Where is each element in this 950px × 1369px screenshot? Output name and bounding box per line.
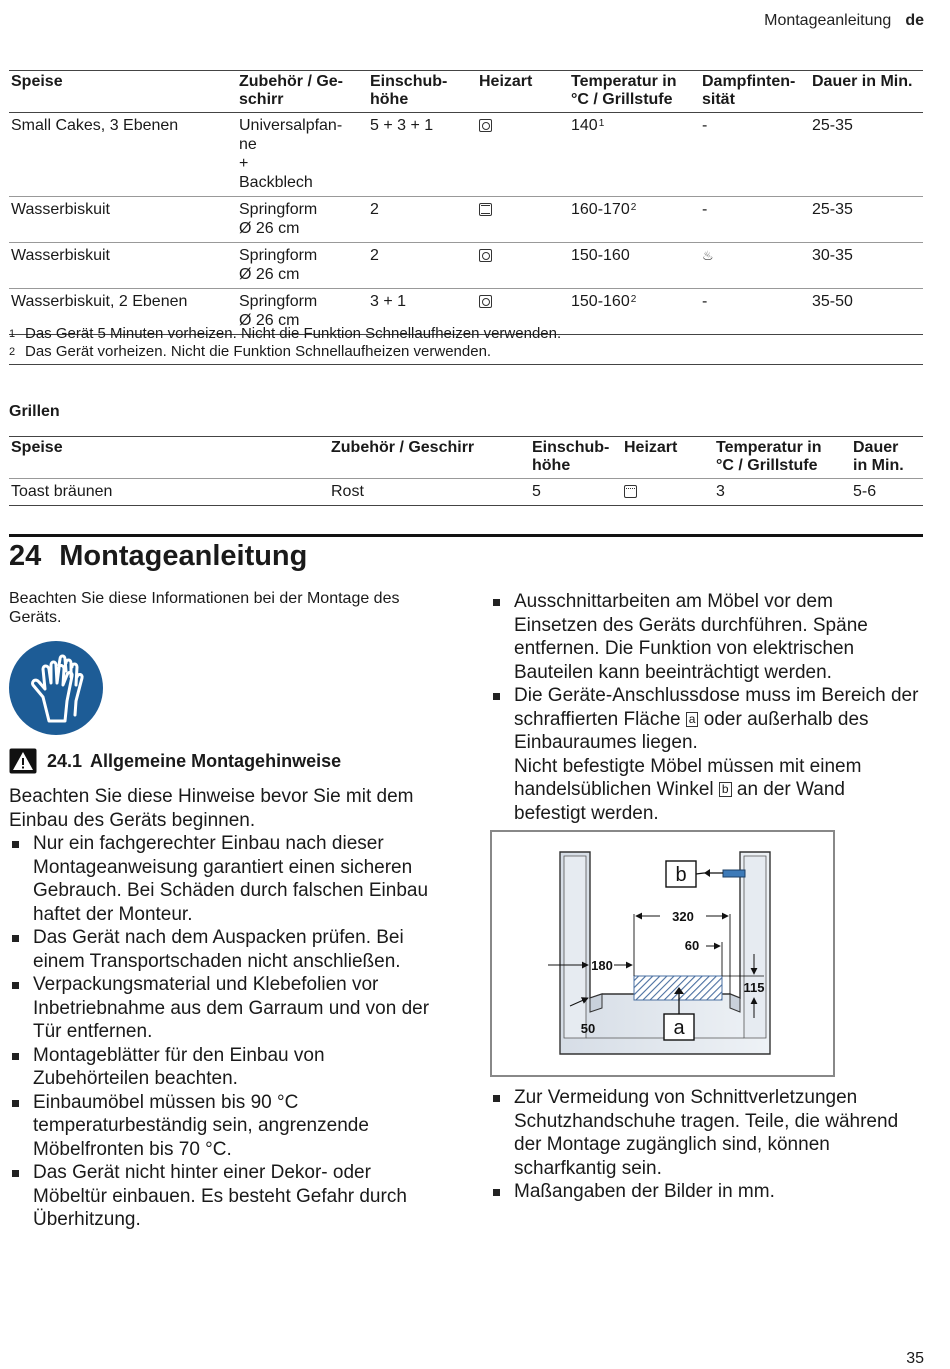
- section-heading: [9, 748, 341, 774]
- duration-cell: 25-35: [812, 117, 853, 134]
- heat-type-cell: [477, 113, 569, 197]
- duration-cell: 30-35: [812, 247, 853, 264]
- dish-cell: Wasserbiskuit: [11, 201, 110, 218]
- column-header: Speise: [11, 439, 63, 456]
- column-header: Heizart: [624, 439, 678, 456]
- level-cell: 2: [370, 247, 379, 264]
- left-bullet-list: [9, 832, 444, 1232]
- duration-cell: 25-35: [812, 201, 853, 218]
- section-lead: Beachten Sie diese Hinweise bevor Sie mit dem Einbau des Geräts beginnen.: [9, 786, 414, 831]
- column-header: Temperatur in °C / Grillstufe: [571, 73, 677, 108]
- table-header-row: [9, 71, 923, 113]
- accessory-cell: Universalpfan- ne + Backblech: [239, 117, 343, 191]
- list-item: Nur ein fachgerechter Einbau nach dieser Montageanweisung garantiert einen sicheren Gebrauch. Bei Schäden durch falschen Einbau haftet der Monteur.: [9, 832, 444, 926]
- table-row: [9, 243, 923, 289]
- dish-cell: Small Cakes, 3 Ebenen: [11, 117, 179, 134]
- column-header: Dauer in Min.: [853, 439, 904, 474]
- chapter-divider: [9, 534, 923, 537]
- list-item: Ausschnittarbeiten am Möbel vor dem Einsetzen des Geräts durchführen. Späne entfernen. Die Funktion von elektrischen Bauteilen kann beeinträchtigt werden.: [490, 590, 920, 684]
- dim-180: 180: [591, 958, 613, 973]
- list-item: Das Gerät nicht hinter einer Dekor- oder Möbeltür einbauen. Es besteht Gefahr durch Überhitzung.: [9, 1161, 444, 1232]
- accessory-cell: Rost: [331, 483, 364, 500]
- dish-cell: Wasserbiskuit: [11, 247, 110, 264]
- level-cell: 3 + 1: [370, 293, 407, 310]
- duration-cell: 5-6: [853, 483, 877, 500]
- temperature-cell: 150-160: [571, 247, 630, 264]
- fan-heat-icon: [479, 295, 492, 308]
- dim-115: 115: [743, 980, 765, 995]
- warning-icon: [9, 748, 37, 774]
- column-header: Dampfinten- sität: [702, 73, 796, 108]
- table-row: [9, 479, 923, 506]
- column-header: Heizart: [479, 73, 533, 90]
- list-item: Zur Vermeidung von Schnittverletzungen Schutzhandschuhe tragen. Teile, die während der Montage zugänglich sind, können scharfkantig sein.: [490, 1086, 920, 1180]
- grill-icon: [624, 485, 637, 498]
- safety-gloves-icon: [9, 641, 103, 735]
- column-header: Zubehör / Geschirr: [331, 439, 475, 456]
- label-a: a: [673, 1017, 685, 1039]
- column-header: Temperatur in °C / Grillstufe: [716, 439, 822, 474]
- level-cell: 5 + 3 + 1: [370, 117, 434, 134]
- column-header: Einschub- höhe: [370, 73, 448, 108]
- marker-a: a: [686, 712, 699, 727]
- dim-320: 320: [672, 909, 694, 924]
- list-item: Einbaumöbel müssen bis 90 °C temperaturbeständig sein, angrenzende Möbelfronten bis 70 °C.: [9, 1091, 444, 1162]
- heat-type-cell: [622, 479, 714, 506]
- dim-60: 60: [684, 938, 700, 953]
- heat-type-cell: [477, 197, 569, 243]
- chapter-intro: Beachten Sie diese Informationen bei der Montage des Geräts.: [9, 590, 400, 626]
- right-bullet-list-bottom: [490, 1086, 920, 1204]
- list-item: Maßangaben der Bilder in mm.: [490, 1180, 920, 1204]
- marker-b: b: [719, 782, 732, 797]
- level-cell: 2: [370, 201, 379, 218]
- accessory-cell: Springform Ø 26 cm: [239, 247, 318, 283]
- chapter-title: Montageanleitung: [59, 540, 308, 572]
- steam-cell: -: [702, 201, 708, 218]
- running-header: [764, 12, 924, 30]
- installation-diagram: [490, 830, 835, 1077]
- page-number: 35: [906, 1350, 924, 1367]
- column-header: Dauer in Min.: [812, 73, 913, 90]
- grill-table: [9, 436, 923, 506]
- accessory-cell: Springform Ø 26 cm: [239, 201, 318, 237]
- footnote: 1 Das Gerät 5 Minuten vorheizen. Nicht die Funktion Schnellaufheizen verwenden.: [9, 325, 562, 342]
- dish-cell: Wasserbiskuit, 2 Ebenen: [11, 293, 188, 310]
- right-bullet-list-top: [490, 590, 920, 825]
- column-header: Einschub- höhe: [532, 439, 610, 474]
- fan-heat-icon: [479, 119, 492, 132]
- level-cell: 5: [532, 483, 541, 500]
- temperature-cell: $160-170^2$: [571, 201, 637, 218]
- list-item: Montageblätter für den Einbau von Zubehörteilen beachten.: [9, 1044, 444, 1091]
- footnote: 2 Das Gerät vorheizen. Nicht die Funktion Schnellaufheizen verwenden.: [9, 343, 492, 360]
- dim-50: 50: [580, 1021, 596, 1036]
- table-row: [9, 113, 923, 197]
- steam-cell: [700, 243, 810, 289]
- steam-cell: -: [702, 117, 708, 134]
- temperature-cell: 3: [716, 483, 725, 500]
- accessory-cell: Springform Ø 26 cm: [239, 293, 318, 329]
- label-b: b: [675, 864, 687, 886]
- fan-heat-icon: [479, 249, 492, 262]
- baking-table: [9, 70, 923, 335]
- list-item: Das Gerät nach dem Auspacken prüfen. Bei einem Transportschaden nicht anschließen.: [9, 926, 444, 973]
- grill-section-title: Grillen: [9, 403, 60, 420]
- section-number: 24.1: [47, 750, 83, 771]
- list-item: Die Geräte-Anschlussdose muss im Bereich der schraffierten Fläche a oder außerhalb des Einbauraumes liegen. Nicht befestigte Möbel müssen mit einem handelsüblichen Winkel b an der Wand befestigt werden.: [490, 684, 920, 825]
- header-lang: de: [905, 12, 924, 29]
- dish-cell: Toast bräunen: [11, 483, 113, 500]
- table-footnotes: [9, 325, 923, 365]
- steam-low-icon: ♨: [702, 248, 714, 263]
- column-header: Zubehör / Ge- schirr: [239, 73, 343, 108]
- table-row: [9, 197, 923, 243]
- chapter-heading: [9, 540, 307, 573]
- duration-cell: 35-50: [812, 293, 853, 310]
- chapter-number: 24: [9, 540, 42, 572]
- list-item: Verpackungsmaterial und Klebefolien vor Inbetriebnahme aus dem Garraum und von der Tür entfernen.: [9, 973, 444, 1044]
- temperature-cell: $140^1$: [571, 117, 605, 134]
- cabinet-dimension-drawing: [492, 832, 833, 1075]
- section-title: Allgemeine Montagehinweise: [90, 750, 342, 771]
- steam-cell: -: [702, 293, 708, 310]
- column-header: Speise: [11, 73, 63, 90]
- temperature-cell: $150-160^2$: [571, 293, 637, 310]
- table-header-row: [9, 437, 923, 479]
- header-title: Montageanleitung: [764, 12, 892, 29]
- heat-type-cell: [477, 243, 569, 289]
- top-bottom-heat-icon: [479, 203, 492, 216]
